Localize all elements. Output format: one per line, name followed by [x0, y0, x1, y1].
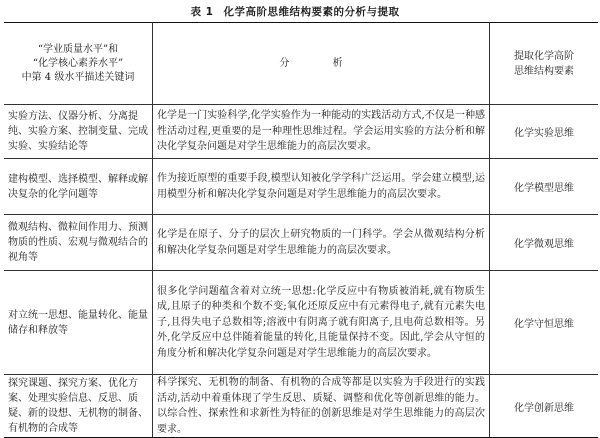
header-element-line-2: 思维结构要素	[514, 65, 574, 77]
row-analysis: 化学是在原子、分子的层次上研究物质的一门科学。学会从微观结构分析和解决化学复杂问题是对学生思维能力的高层次要求。	[153, 215, 490, 271]
table-number: 表 1	[190, 6, 214, 18]
row-keywords: 建构模型、选择模型、解释或解决复杂的化学问题等	[4, 159, 153, 215]
row-element: 化学微观思维	[490, 215, 599, 271]
table-row	[4, 271, 598, 375]
table-header-row	[4, 23, 598, 105]
table-row	[4, 159, 598, 215]
row-analysis: 作为接近原型的重要手段,模型认知被化学学科广泛运用。学会建立模型,运用模型分析和解决化学复杂问题是对学生思维能力的高层次要求。	[153, 159, 490, 215]
header-keywords	[4, 23, 153, 105]
row-analysis: 化学是一门实验科学,化学实验作为一种能动的实践活动方式,不仅是一种感性活动过程,更重要的是一种理性思维过程。学会运用实验的方法分析和解决化学复杂问题是对学生思维能力的高层次要求。	[153, 105, 490, 159]
row-element: 化学创新思维	[490, 375, 599, 438]
table-title: 化学高阶思维结构要素的分析与提取	[223, 6, 400, 18]
row-element: 化学守恒思维	[490, 271, 599, 375]
row-keywords: 微观结构、微粒间作用力、预测物质的性质、宏观与微观结合的视角等	[4, 215, 153, 271]
header-element	[490, 23, 599, 105]
row-analysis: 科学探究、无机物的制备、有机物的合成等都是以实验为手段进行的实践活动,活动中着重体现了学生反思、质疑、调整和优化等创新思维的能力。以综合性、探索性和求新性为特征的创新思维是对学生思维能力的高层次要求。	[153, 375, 490, 438]
analysis-table	[4, 22, 598, 438]
row-keywords: 探究课题、探究方案、优化方案、处理实验信息、反思、质疑、新的设想、无机物的制备、有机物的合成等	[4, 375, 153, 438]
table-row	[4, 105, 598, 159]
row-element: 化学实验思维	[490, 105, 599, 159]
row-element: 化学模型思维	[490, 159, 599, 215]
header-keywords-line-3: 中第 4 级水平描述关键词	[21, 71, 135, 83]
header-keywords-line-2: “化学核心素养水平”	[32, 57, 124, 69]
row-analysis: 很多化学问题蕴含着对立统一思想:化学反应中有物质被消耗,就有物质生成,且原子的种类和个数不变;氧化还原反应中有元素得电子,就有元素失电子,且得失电子总数相等;溶液中有阴离子就有阳离子,且电荷总数相等。另外,化学反应中总伴随着能量的转化,且能量保持不变。因此,学会从守恒的角度分析和解决化学复杂问题是对学生思维能力的高层次要求。	[153, 271, 490, 375]
header-keywords-line-1: “学业质量水平”和	[37, 43, 119, 55]
header-analysis: 分 析	[153, 23, 490, 105]
row-keywords: 对立统一思想、能量转化、能量储存和释放等	[4, 271, 153, 375]
table-caption	[0, 4, 600, 19]
row-keywords: 实验方法、仪器分析、分离提纯、实验方案、控制变量、完成实验、实验结论等	[4, 105, 153, 159]
header-element-line-1: 提取化学高阶	[514, 50, 574, 62]
table-row	[4, 215, 598, 271]
table-row	[4, 375, 598, 438]
